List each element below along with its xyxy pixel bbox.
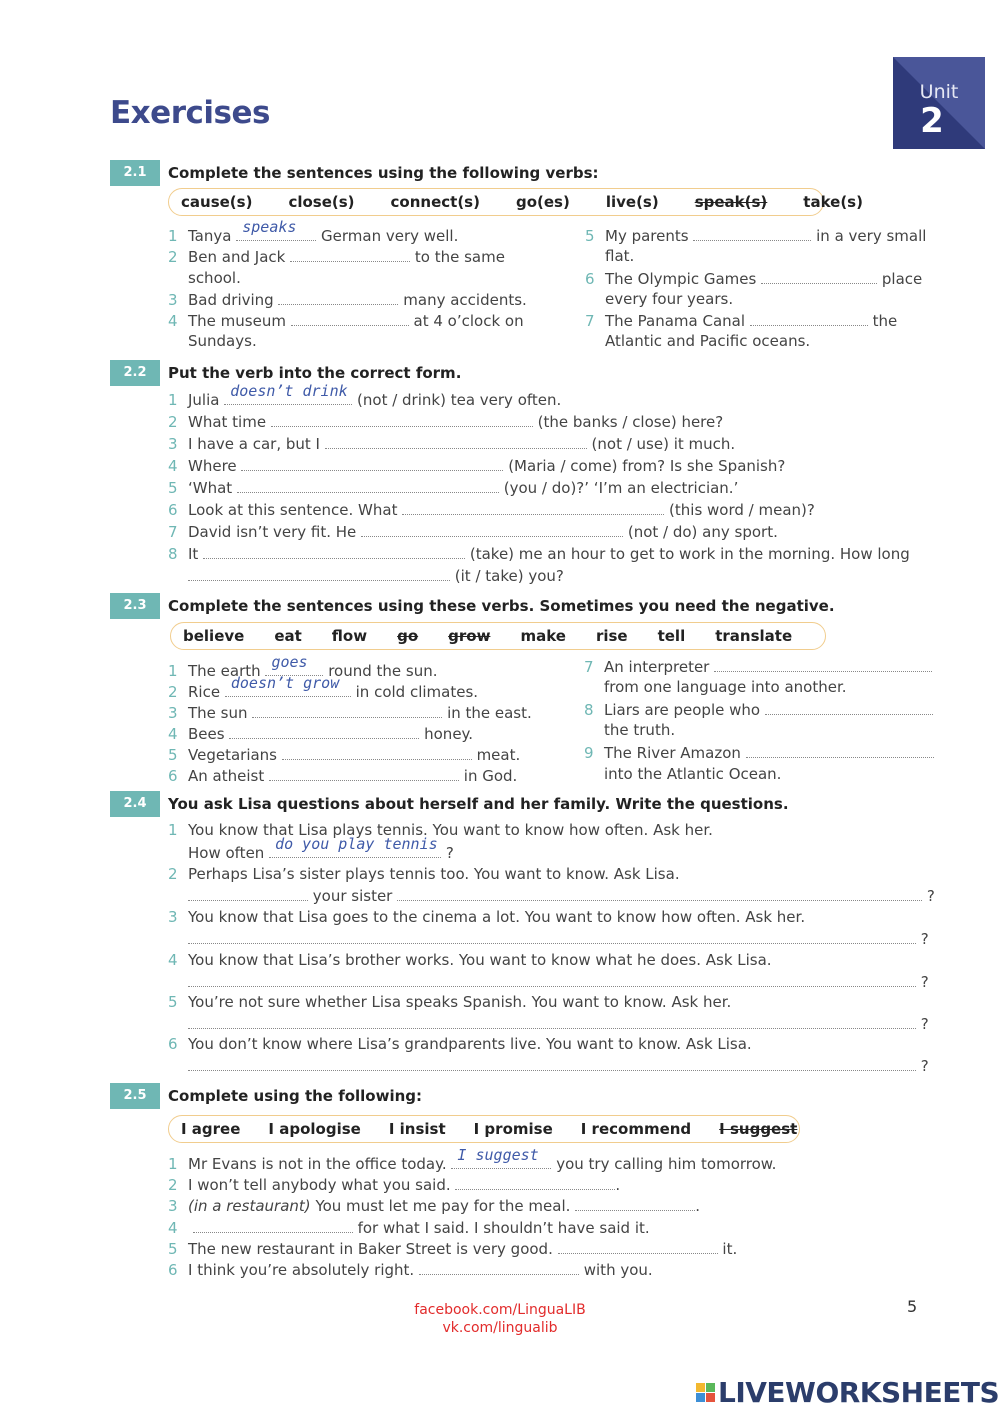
answer-blank[interactable] xyxy=(693,226,811,241)
answer-text: doesn’t drink xyxy=(230,382,348,400)
answer-blank[interactable] xyxy=(236,218,316,241)
exercise-item: 1 You know that Lisa plays tennis. You want to know how often. Ask her. xyxy=(168,821,713,839)
answer-blank[interactable] xyxy=(203,544,465,559)
exercise-item: 3 The sun in the east. xyxy=(168,704,532,722)
answer-blank[interactable] xyxy=(278,290,398,305)
item-continuation: the truth. xyxy=(604,721,676,739)
word: make xyxy=(520,627,566,645)
item-continuation: ? xyxy=(168,1014,929,1033)
item-continuation: school. xyxy=(188,269,241,287)
word: flow xyxy=(331,627,368,645)
exercise-item: 6 You don’t know where Lisa’s grandparents live. You want to know. Ask Lisa. xyxy=(168,1035,752,1053)
answer-blank[interactable] xyxy=(397,886,922,901)
exercise-heading: Complete using the following: xyxy=(168,1087,423,1105)
item-continuation: (it / take) you? xyxy=(168,566,564,585)
answer-blank[interactable] xyxy=(451,1146,551,1169)
answer-blank[interactable] xyxy=(252,703,442,718)
exercise-item: 7 David isn’t very fit. He (not / do) any sport. xyxy=(168,523,778,541)
item-continuation: Sundays. xyxy=(188,332,257,350)
word: I apologise xyxy=(268,1120,361,1138)
answer-text: goes xyxy=(271,653,308,671)
answer-blank[interactable] xyxy=(271,412,533,427)
word: tell xyxy=(657,627,686,645)
exercise-item: 7 The Panama Canal the xyxy=(585,312,898,330)
word: I recommend xyxy=(580,1120,692,1138)
exercise-item: 5 You’re not sure whether Lisa speaks Spanish. You want to know. Ask her. xyxy=(168,993,732,1011)
answer-blank[interactable] xyxy=(188,972,916,987)
exercise-item: 3 Bad driving many accidents. xyxy=(168,291,527,309)
answer-blank[interactable] xyxy=(558,1239,718,1254)
answer-blank[interactable] xyxy=(761,269,877,284)
answer-blank[interactable] xyxy=(225,674,351,697)
unit-label: Unit xyxy=(919,81,959,103)
item-continuation: How often do you play tennis ? xyxy=(188,835,454,862)
word: eat xyxy=(274,627,302,645)
exercise-item: 2 Perhaps Lisa’s sister plays tennis too. You want to know. Ask Lisa. xyxy=(168,865,680,883)
exercise-item: 2 What time (the banks / close) here? xyxy=(168,413,724,431)
exercise-item: 4 You know that Lisa’s brother works. You want to know what he does. Ask Lisa. xyxy=(168,951,772,969)
exercise-item: 5 The new restaurant in Baker Street is very good. it. xyxy=(168,1240,738,1258)
word: close(s) xyxy=(288,193,355,211)
item-continuation: into the Atlantic Ocean. xyxy=(604,765,782,783)
exercise-item: 4 Bees honey. xyxy=(168,725,474,743)
exercise-item: 1 The earth goes round the sun. xyxy=(168,653,438,680)
word: I insist xyxy=(388,1120,446,1138)
exercise-number: 2.3 xyxy=(110,593,160,619)
exercise-item: 8 It (take) me an hour to get to work in the morning. How long xyxy=(168,545,910,563)
answer-blank[interactable] xyxy=(282,745,472,760)
exercise-item: 6 The Olympic Games place xyxy=(585,270,923,288)
exercise-heading: Put the verb into the correct form. xyxy=(168,364,462,382)
exercise-heading: Complete the sentences using the following verbs: xyxy=(168,164,599,182)
word: go(es) xyxy=(515,193,570,211)
exercise-item: 2 Rice doesn’t grow in cold climates. xyxy=(168,674,479,701)
exercise-item: 3 You know that Lisa goes to the cinema a lot. You want to know how often. Ask her. xyxy=(168,908,806,926)
word: take(s) xyxy=(803,193,863,211)
exercise-item: 5 Vegetarians meat. xyxy=(168,746,521,764)
word: cause(s) xyxy=(181,193,253,211)
exercise-item: 1 Mr Evans is not in the office today. I suggest you try calling him tomorrow. xyxy=(168,1146,777,1173)
word: rise xyxy=(595,627,628,645)
answer-blank[interactable] xyxy=(269,766,459,781)
exercise-number: 2.1 xyxy=(110,160,160,186)
item-continuation: your sister ? xyxy=(168,886,935,905)
exercise-item: 6 I think you’re absolutely right. with you. xyxy=(168,1261,653,1279)
exercise-item: 1 Tanya speaks German very well. xyxy=(168,218,459,245)
unit-number: 2 xyxy=(920,101,944,141)
answer-blank[interactable] xyxy=(188,1056,916,1071)
answer-text: doesn’t grow xyxy=(230,674,340,692)
answer-blank[interactable] xyxy=(188,1014,916,1029)
word: believe xyxy=(183,627,245,645)
word-box xyxy=(168,188,863,216)
answer-blank[interactable] xyxy=(575,1196,695,1211)
facebook-link[interactable]: facebook.com/LinguaLIB xyxy=(414,1302,586,1318)
answer-blank[interactable] xyxy=(402,500,664,515)
answer-blank[interactable] xyxy=(188,929,916,944)
page-number: 5 xyxy=(907,1297,918,1316)
exercise-item: 6 An atheist in God. xyxy=(168,767,518,785)
liveworksheets-wordmark: LIVEWORKSHEETS xyxy=(718,1376,1000,1409)
answer-blank[interactable] xyxy=(224,382,352,405)
item-continuation: ? xyxy=(168,972,929,991)
word-box xyxy=(168,1115,800,1143)
answer-blank[interactable] xyxy=(241,456,503,471)
exercise-item: 9 The River Amazon xyxy=(584,743,934,762)
exercise-item: 5 ‘What (you / do)?’ ‘I’m an electrician.’ xyxy=(168,479,739,497)
exercise-item: 1 Julia doesn’t drink (not / drink) tea very often. xyxy=(168,382,562,409)
exercise-item: 2 Ben and Jack to the same xyxy=(168,248,505,266)
exercise-item: 8 Liars are people who xyxy=(584,700,933,719)
word: live(s) xyxy=(605,193,659,211)
answer-blank[interactable] xyxy=(455,1175,615,1190)
word: connect(s) xyxy=(390,193,480,211)
answer-text: speaks xyxy=(242,218,297,236)
answer-blank[interactable] xyxy=(750,311,868,326)
word: I promise xyxy=(473,1120,553,1138)
word: I agree xyxy=(181,1120,241,1138)
exercise-item: 7 An interpreter xyxy=(584,657,932,676)
exercise-number: 2.4 xyxy=(110,791,160,817)
answer-blank[interactable] xyxy=(361,522,623,537)
item-continuation: from one language into another. xyxy=(604,678,847,696)
exercise-heading: Complete the sentences using these verbs. Sometimes you need the negative. xyxy=(168,597,835,615)
exercise-number: 2.2 xyxy=(110,360,160,386)
answer-blank[interactable] xyxy=(193,1218,353,1233)
exercise-heading: You ask Lisa questions about herself and her family. Write the questions. xyxy=(168,795,789,813)
exercise-item: 3 (in a restaurant) You must let me pay for the meal. . xyxy=(168,1197,700,1215)
word-used: I suggest xyxy=(719,1120,798,1138)
item-continuation: ? xyxy=(168,1056,929,1075)
answer-text: I suggest xyxy=(457,1146,539,1164)
exercise-item: 5 My parents in a very small xyxy=(585,227,927,245)
liveworksheets-icon xyxy=(696,1383,715,1402)
exercise-item: 4 Where (Maria / come) from? Is she Spanish? xyxy=(168,457,786,475)
item-continuation: every four years. xyxy=(605,290,734,308)
word-used: grow xyxy=(448,627,491,645)
vk-link[interactable]: vk.com/lingualib xyxy=(442,1320,558,1336)
item-continuation: ? xyxy=(168,929,929,948)
answer-blank[interactable] xyxy=(290,247,410,262)
answer-text: do you play tennis xyxy=(275,835,438,853)
answer-blank[interactable] xyxy=(419,1260,579,1275)
exercise-item: 3 I have a car, but I (not / use) it much. xyxy=(168,435,736,453)
answer-blank[interactable] xyxy=(746,743,934,758)
answer-blank[interactable] xyxy=(229,724,419,739)
unit-badge xyxy=(893,57,985,149)
exercise-item: 4 The museum at 4 o’clock on xyxy=(168,312,524,330)
exercise-number: 2.5 xyxy=(110,1083,160,1109)
word-box xyxy=(170,622,826,650)
answer-blank[interactable] xyxy=(765,700,933,715)
page-title: Exercises xyxy=(110,95,270,131)
answer-blank[interactable] xyxy=(237,478,499,493)
answer-blank[interactable] xyxy=(188,566,450,581)
word-used: go xyxy=(397,627,419,645)
answer-blank[interactable] xyxy=(188,886,308,901)
liveworksheets-logo[interactable] xyxy=(696,1376,999,1409)
answer-blank[interactable] xyxy=(291,311,409,326)
item-continuation: Atlantic and Pacific oceans. xyxy=(605,332,811,350)
answer-blank[interactable] xyxy=(714,657,932,672)
item-continuation: flat. xyxy=(605,247,635,265)
exercise-item: 6 Look at this sentence. What (this word / mean)? xyxy=(168,501,815,519)
exercise-item: 4 for what I said. I shouldn’t have said it. xyxy=(168,1219,650,1237)
word: translate xyxy=(715,627,793,645)
exercise-item: 2 I won’t tell anybody what you said. . xyxy=(168,1176,621,1194)
word-used: speak(s) xyxy=(694,193,768,211)
answer-blank[interactable] xyxy=(325,434,587,449)
